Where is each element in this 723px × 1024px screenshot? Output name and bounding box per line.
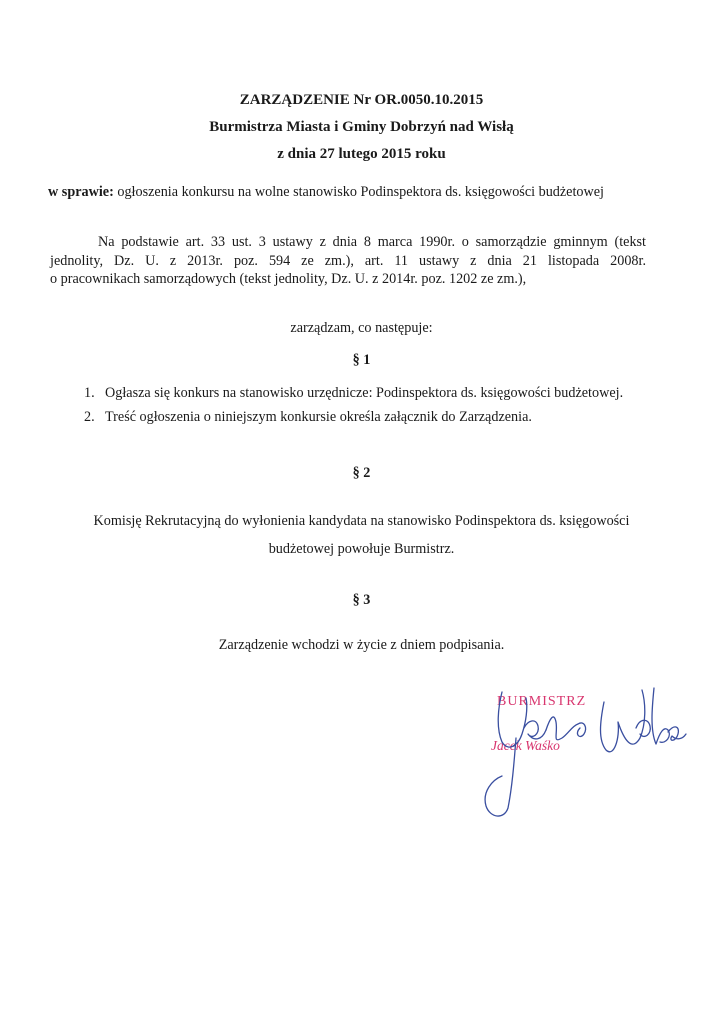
issuer-line: Burmistrza Miasta i Gminy Dobrzyń nad Wisłą: [209, 119, 514, 135]
section-2-text: budżetowej powołuje Burmistrz.: [268, 541, 455, 557]
handwritten-signature: [468, 668, 688, 838]
stamp-name: Jacek Waśko: [491, 738, 560, 753]
list-item-text: Ogłasza się konkurs na stanowisko urzędnicze: Podinspektora ds. księgowości budżetowej.: [105, 385, 624, 401]
subject-line: [48, 184, 604, 201]
list-item-text: Treść ogłoszenia o niniejszym konkursie określa załącznik do Zarządzenia.: [105, 409, 532, 425]
decree-statement: zarządzam, co następuje:: [290, 320, 433, 336]
section-2-text: Komisję Rekrutacyjną do wyłonienia kandydata na stanowisko Podinspektora ds. księgowości: [93, 513, 630, 529]
document-title: ZARZĄDZENIE Nr OR.0050.10.2015: [239, 92, 484, 108]
section-2-heading: § 2: [352, 465, 371, 481]
legal-basis-line: o pracownikach samorządowych (tekst jednolity, Dz. U. z 2014r. poz. 1202 ze zm.),: [50, 271, 527, 287]
section-3-heading: § 3: [352, 592, 371, 608]
subject-label: w sprawie:: [48, 184, 114, 200]
legal-basis-line: jednolity, Dz. U. z 2013r. poz. 594 ze zm.), art. 11 ustawy z dnia 21 listopada 2008r.: [50, 252, 646, 269]
legal-basis-paragraph: [50, 233, 646, 289]
subject-text: ogłoszenia konkursu na wolne stanowisko Podinspektora ds. księgowości budżetowej: [113, 184, 604, 200]
list-item-number: 1.: [84, 385, 95, 401]
section-1-heading: § 1: [352, 352, 371, 368]
section-3-text: Zarządzenie wchodzi w życie z dniem podpisania.: [218, 637, 505, 653]
list-item-number: 2.: [84, 409, 95, 425]
stamp-title: BURMISTRZ: [497, 694, 587, 709]
date-line: z dnia 27 lutego 2015 roku: [277, 146, 446, 162]
legal-basis-line: Na podstawie art. 33 ust. 3 ustawy z dnia 8 marca 1990r. o samorządzie gminnym (tekst: [98, 234, 646, 250]
